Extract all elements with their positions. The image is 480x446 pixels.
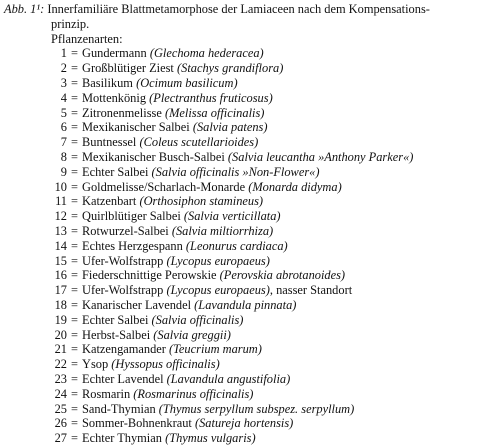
species-common-name: Ysop	[82, 357, 109, 372]
species-number: 20	[54, 327, 67, 342]
species-number: 3	[60, 75, 67, 90]
species-item	[4, 135, 476, 150]
species-latin-name: (Lavandula angustifolia)	[166, 371, 291, 386]
species-list-heading: Pflanzenarten:	[51, 31, 123, 46]
species-number: 23	[54, 371, 67, 386]
species-item	[4, 239, 476, 254]
species-item	[4, 76, 476, 91]
species-latin-name: (Lycopus europaeus)	[166, 283, 270, 298]
species-item	[4, 387, 476, 402]
species-common-name: Echtes Herzgespann	[82, 238, 183, 253]
species-common-name: Fiederschnittige Perowskie	[82, 268, 217, 283]
species-latin-name: (Salvia leucantha »Anthony Parker«)	[227, 149, 414, 164]
species-common-name: Sand-Thymian	[82, 401, 156, 416]
species-latin-name: (Salvia greggii)	[153, 327, 231, 342]
species-item	[4, 91, 476, 106]
equals-sign: =	[71, 194, 78, 209]
species-common-name: Basilikum	[82, 75, 133, 90]
species-item	[4, 180, 476, 195]
species-latin-name: (Ocimum basilicum)	[136, 75, 238, 90]
equals-sign: =	[71, 149, 78, 164]
species-latin-name: (Thymus vulgaris)	[165, 431, 256, 446]
species-item	[4, 357, 476, 372]
species-number: 8	[60, 149, 67, 164]
equals-sign: =	[71, 283, 78, 298]
species-number: 4	[60, 90, 67, 105]
species-item	[4, 416, 476, 431]
caption-text-line-2: prinzip.	[51, 16, 90, 31]
species-number: 6	[60, 120, 67, 135]
species-common-name: Mexikanischer Salbei	[82, 120, 190, 135]
species-common-name: Katzenbart	[82, 194, 137, 209]
species-number: 15	[54, 253, 67, 268]
species-latin-name: (Satureja hortensis)	[194, 416, 294, 431]
equals-sign: =	[71, 401, 78, 416]
species-item	[4, 298, 476, 313]
species-common-name: Echter Salbei	[82, 164, 149, 179]
species-item	[4, 254, 476, 269]
species-common-name: Rotwurzel-Salbei	[82, 223, 169, 238]
species-latin-name: (Rosmarinus officinalis)	[133, 386, 254, 401]
species-number: 12	[54, 209, 67, 224]
species-latin-name: (Salvia miltiorrhiza)	[171, 223, 274, 238]
species-item	[4, 46, 476, 61]
species-latin-name: (Leonurus cardiaca)	[185, 238, 288, 253]
species-item	[4, 402, 476, 417]
species-latin-name: (Melissa officinalis)	[164, 105, 265, 120]
species-number: 18	[54, 297, 67, 312]
species-common-name: Herbst-Salbei	[82, 327, 151, 342]
equals-sign: =	[71, 297, 78, 312]
equals-sign: =	[71, 268, 78, 283]
species-latin-name: (Perovskia abrotanoides)	[219, 268, 346, 283]
species-common-name: Quirlblütiger Salbei	[82, 209, 181, 224]
equals-sign: =	[71, 120, 78, 135]
species-latin-name: (Monarda didyma)	[248, 179, 342, 194]
species-number: 13	[54, 223, 67, 238]
species-common-name: Goldmelisse/Scharlach-Monarde	[82, 179, 246, 194]
species-common-name: Rosmarin	[82, 386, 131, 401]
equals-sign: =	[71, 312, 78, 327]
species-number: 11	[55, 194, 67, 209]
species-latin-name: (Plectranthus fruticosus)	[149, 90, 273, 105]
species-item	[4, 268, 476, 283]
species-latin-name: (Salvia verticillata)	[183, 209, 281, 224]
species-item	[4, 120, 476, 135]
species-latin-name: (Lavandula pinnata)	[194, 297, 297, 312]
species-number: 24	[54, 386, 67, 401]
species-latin-name: (Salvia officinalis »Non-Flower«)	[151, 164, 320, 179]
equals-sign: =	[71, 238, 78, 253]
equals-sign: =	[71, 90, 78, 105]
species-item	[4, 165, 476, 180]
species-number: 27	[54, 431, 67, 446]
equals-sign: =	[71, 75, 78, 90]
species-number: 21	[54, 342, 67, 357]
species-item	[4, 342, 476, 357]
species-latin-name: (Salvia patens)	[192, 120, 268, 135]
species-number: 7	[60, 135, 67, 150]
species-number: 10	[54, 179, 67, 194]
species-latin-name: (Orthosiphon stamineus)	[139, 194, 264, 209]
species-note: , nasser Standort	[269, 283, 353, 298]
species-latin-name: (Glechoma hederacea)	[149, 46, 264, 61]
caption-text-line-1: Innerfamiliäre Blattmetamorphose der Lamiaceen nach dem Kompensations-	[47, 2, 430, 16]
caption-label: Abb. 1¹:	[4, 2, 45, 16]
equals-sign: =	[71, 327, 78, 342]
equals-sign: =	[71, 357, 78, 372]
equals-sign: =	[71, 431, 78, 446]
species-common-name: Echter Salbei	[82, 312, 149, 327]
species-item	[4, 106, 476, 121]
equals-sign: =	[71, 223, 78, 238]
species-item	[4, 194, 476, 209]
species-common-name: Echter Thymian	[82, 431, 162, 446]
species-latin-name: (Hyssopus officinalis)	[111, 357, 220, 372]
species-item	[4, 283, 476, 298]
species-latin-name: (Coleus scutellarioides)	[139, 135, 259, 150]
equals-sign: =	[71, 209, 78, 224]
figure-caption	[4, 2, 476, 32]
equals-sign: =	[71, 46, 78, 61]
species-latin-name: (Stachys grandiflora)	[177, 61, 284, 76]
species-common-name: Großblütiger Ziest	[82, 61, 174, 76]
species-number: 5	[60, 105, 67, 120]
species-common-name: Zitronenmelisse	[82, 105, 162, 120]
species-common-name: Sommer-Bohnenkraut	[82, 416, 192, 431]
caption-line-1	[4, 2, 476, 17]
species-latin-name: (Thymus serpyllum subspez. serpyllum)	[158, 401, 355, 416]
species-common-name: Kanarischer Lavendel	[82, 297, 192, 312]
species-common-name: Gundermann	[82, 46, 147, 61]
species-common-name: Buntnessel	[82, 135, 137, 150]
species-common-name: Ufer-Wolfstrapp	[82, 283, 164, 298]
species-common-name: Ufer-Wolfstrapp	[82, 253, 164, 268]
species-item	[4, 224, 476, 239]
equals-sign: =	[71, 416, 78, 431]
species-common-name: Mottenkönig	[82, 90, 147, 105]
equals-sign: =	[71, 105, 78, 120]
species-latin-name: (Salvia officinalis)	[151, 312, 244, 327]
species-item	[4, 328, 476, 343]
equals-sign: =	[71, 179, 78, 194]
species-number: 17	[54, 283, 67, 298]
species-item	[4, 61, 476, 76]
species-number: 14	[54, 238, 67, 253]
species-number: 25	[54, 401, 67, 416]
species-number: 26	[54, 416, 67, 431]
species-common-name: Mexikanischer Busch-Salbei	[82, 149, 225, 164]
equals-sign: =	[71, 164, 78, 179]
species-number: 2	[60, 61, 67, 76]
equals-sign: =	[71, 371, 78, 386]
species-latin-name: (Teucrium marum)	[169, 342, 262, 357]
equals-sign: =	[71, 342, 78, 357]
equals-sign: =	[71, 61, 78, 76]
species-item	[4, 209, 476, 224]
species-number: 9	[60, 164, 67, 179]
species-list	[4, 46, 476, 446]
species-number: 16	[54, 268, 67, 283]
species-common-name: Echter Lavendel	[82, 371, 164, 386]
equals-sign: =	[71, 135, 78, 150]
species-number: 22	[54, 357, 67, 372]
species-number: 19	[54, 312, 67, 327]
equals-sign: =	[71, 386, 78, 401]
species-item	[4, 372, 476, 387]
species-item	[4, 313, 476, 328]
equals-sign: =	[71, 253, 78, 268]
species-number: 1	[60, 46, 67, 61]
species-common-name: Katzengamander	[82, 342, 166, 357]
species-latin-name: (Lycopus europaeus)	[166, 253, 270, 268]
species-item	[4, 150, 476, 165]
